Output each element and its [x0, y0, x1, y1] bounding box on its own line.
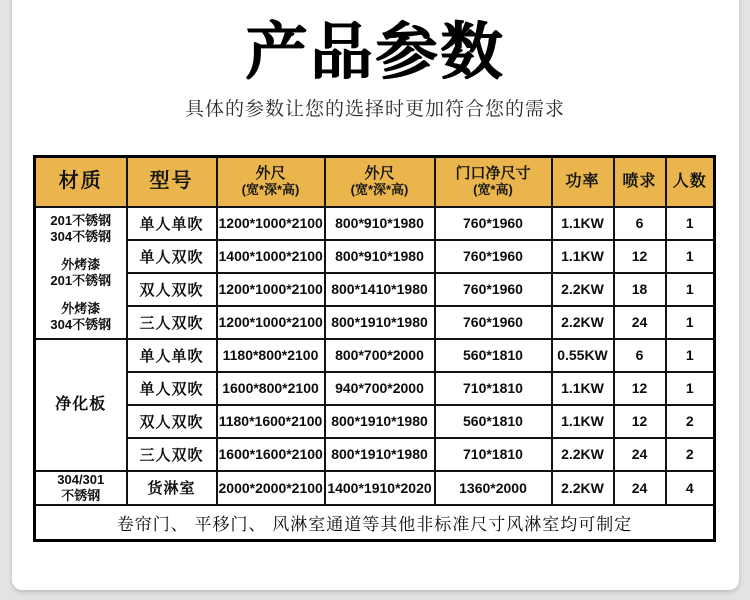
value-cell: 1.1KW — [552, 207, 614, 240]
model-cell: 三人双吹 — [127, 306, 217, 339]
value-cell: 2.2KW — [552, 438, 614, 471]
value-cell: 800*910*1980 — [325, 207, 435, 240]
value-cell: 1.1KW — [552, 405, 614, 438]
material-line: 304不锈钢 — [50, 316, 112, 332]
material-line: 不锈钢 — [61, 487, 101, 503]
value-cell: 1400*1000*2100 — [217, 240, 325, 273]
table-row — [35, 306, 715, 339]
material-line: 304/301 — [57, 471, 105, 487]
header-cell — [614, 157, 666, 207]
header-label: 人数 — [672, 172, 707, 190]
header-row — [35, 157, 715, 207]
value-cell: 760*1960 — [435, 240, 552, 273]
value-cell: 760*1960 — [435, 207, 552, 240]
header-cell — [435, 157, 552, 207]
value-cell: 710*1810 — [435, 372, 552, 405]
header-label: 外尺 — [255, 165, 286, 183]
footer-note-row — [35, 505, 715, 541]
value-cell: 6 — [614, 339, 666, 372]
table-row — [35, 405, 715, 438]
table-row — [35, 438, 715, 471]
value-cell: 12 — [614, 240, 666, 273]
value-cell: 1180*1600*2100 — [217, 405, 325, 438]
value-cell: 1400*1910*2020 — [325, 471, 435, 505]
material-cell — [35, 339, 127, 471]
value-cell: 1 — [666, 207, 715, 240]
value-cell: 1200*1000*2100 — [217, 306, 325, 339]
page-title: 产品参数 — [244, 18, 505, 87]
table-row — [35, 372, 715, 405]
value-cell: 12 — [614, 405, 666, 438]
value-cell: 560*1810 — [435, 405, 552, 438]
header-cell — [127, 157, 217, 207]
material-line: 外烤漆 — [61, 256, 101, 272]
value-cell: 1 — [666, 372, 715, 405]
value-cell: 1360*2000 — [435, 471, 552, 505]
value-cell: 1.1KW — [552, 240, 614, 273]
value-cell: 760*1960 — [435, 306, 552, 339]
table-row — [35, 240, 715, 273]
header-sublabel: (宽*高) — [473, 182, 513, 198]
value-cell: 2000*2000*2100 — [217, 471, 325, 505]
value-cell: 800*1910*1980 — [325, 306, 435, 339]
model-cell: 三人双吹 — [127, 438, 217, 471]
material-line: 201不锈钢 — [50, 212, 112, 228]
value-cell: 800*700*2000 — [325, 339, 435, 372]
header-cell — [217, 157, 325, 207]
value-cell: 1200*1000*2100 — [217, 273, 325, 306]
material-cell — [35, 471, 127, 505]
value-cell: 1600*800*2100 — [217, 372, 325, 405]
model-cell: 单人双吹 — [127, 240, 217, 273]
value-cell: 1 — [666, 273, 715, 306]
value-cell: 1 — [666, 339, 715, 372]
model-cell: 单人双吹 — [127, 372, 217, 405]
value-cell: 2.2KW — [552, 273, 614, 306]
value-cell: 24 — [614, 438, 666, 471]
model-cell: 货淋室 — [127, 471, 217, 505]
value-cell: 0.55KW — [552, 339, 614, 372]
table-row — [35, 207, 715, 240]
value-cell: 1 — [666, 306, 715, 339]
value-cell: 1180*800*2100 — [217, 339, 325, 372]
material-line: 304不锈钢 — [50, 228, 112, 244]
header-cell — [666, 157, 715, 207]
value-cell: 1200*1000*2100 — [217, 207, 325, 240]
header-label: 外尺 — [364, 165, 395, 183]
value-cell: 24 — [614, 471, 666, 505]
material-line: 201不锈钢 — [50, 272, 112, 288]
value-cell: 2.2KW — [552, 471, 614, 505]
value-cell: 18 — [614, 273, 666, 306]
value-cell: 4 — [666, 471, 715, 505]
header-label: 材质 — [58, 170, 103, 193]
value-cell: 1.1KW — [552, 372, 614, 405]
model-cell: 单人单吹 — [127, 339, 217, 372]
header-sublabel: (宽*深*高) — [241, 182, 300, 198]
value-cell: 2 — [666, 405, 715, 438]
value-cell: 6 — [614, 207, 666, 240]
model-cell: 双人双吹 — [127, 273, 217, 306]
value-cell: 2.2KW — [552, 306, 614, 339]
value-cell: 12 — [614, 372, 666, 405]
material-line: 净化板 — [55, 395, 107, 413]
value-cell: 800*1410*1980 — [325, 273, 435, 306]
header-label: 门口净尺寸 — [455, 165, 531, 183]
model-cell: 单人单吹 — [127, 207, 217, 240]
page-subtitle: 具体的参数让您的选择时更加符合您的需求 — [184, 99, 565, 120]
table-row — [35, 339, 715, 372]
value-cell: 760*1960 — [435, 273, 552, 306]
header-cell — [552, 157, 614, 207]
footer-note: 卷帘门、 平移门、 风淋室通道等其他非标准尺寸风淋室均可制定 — [35, 505, 715, 541]
spec-table — [33, 155, 716, 542]
header-sublabel: (宽*深*高) — [350, 182, 409, 198]
header-label: 型号 — [149, 170, 194, 193]
table-row — [35, 273, 715, 306]
value-cell: 1 — [666, 240, 715, 273]
table-row — [35, 471, 715, 505]
header-cell — [325, 157, 435, 207]
header-cell — [35, 157, 127, 207]
value-cell: 800*1910*1980 — [325, 438, 435, 471]
model-cell: 双人双吹 — [127, 405, 217, 438]
value-cell: 710*1810 — [435, 438, 552, 471]
material-line: 外烤漆 — [61, 300, 101, 316]
header-label: 功率 — [565, 172, 600, 190]
value-cell: 24 — [614, 306, 666, 339]
value-cell: 1600*1600*2100 — [217, 438, 325, 471]
header-label: 喷求 — [622, 172, 657, 190]
value-cell: 800*1910*1980 — [325, 405, 435, 438]
value-cell: 2 — [666, 438, 715, 471]
value-cell: 800*910*1980 — [325, 240, 435, 273]
value-cell: 940*700*2000 — [325, 372, 435, 405]
material-cell — [35, 207, 127, 339]
value-cell: 560*1810 — [435, 339, 552, 372]
